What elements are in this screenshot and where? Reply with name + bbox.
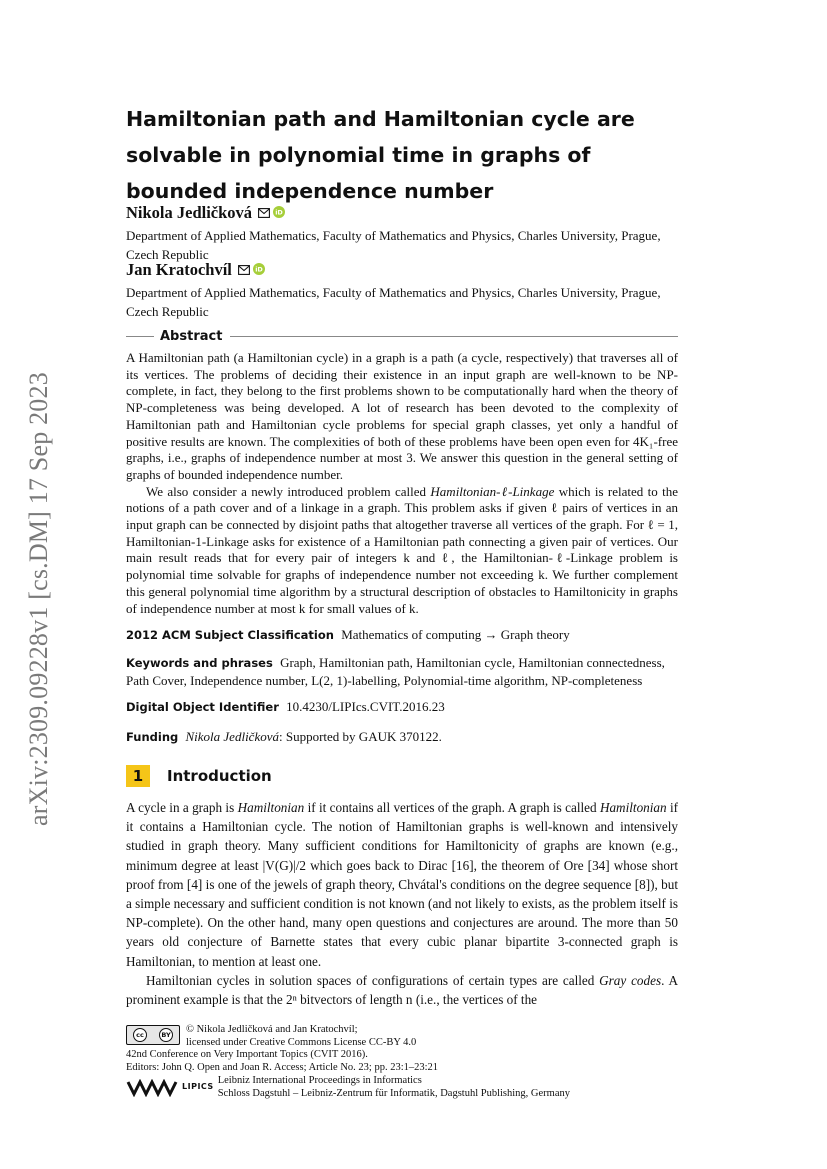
orcid-icon[interactable] xyxy=(253,259,265,281)
svg-text:iD: iD xyxy=(255,265,263,274)
section-number-badge: 1 xyxy=(126,765,150,787)
cc-icon: cc xyxy=(133,1028,147,1042)
author-affiliation: Department of Applied Mathematics, Faculty of Mathematics and Physics, Charles University, Prague, Czech Republic xyxy=(126,228,661,262)
abstract-heading xyxy=(126,327,678,345)
envelope-icon[interactable] xyxy=(238,259,250,281)
abstract-paragraph xyxy=(126,484,678,618)
publisher-line: Schloss Dagstuhl – Leibniz-Zentrum für Informatik, Dagstuhl Publishing, Germany xyxy=(217,1087,570,1099)
meta-label: 2012 ACM Subject Classification xyxy=(126,628,334,642)
abstract-paragraph: A Hamiltonian path (a Hamiltonian cycle) in a graph is a path (a cycle, respectively) that traverses all of its vertices. The problems of deciding their existence in an input graph are well-known to be NP-complete, in fact, they belong to the first problems shown to be computationally hard when the theory of NP-completeness was being developed. A lot of research has been devoted to the complexity of Hamiltonian path and Hamiltonian cycle problems for special graph classes, yet only a handful of positive results are known. The complexities of both of these problems have been open even for 4K₁-free graphs, i.e., graphs of independence number at most 3. We answer this question in the general setting of graphs of bounded independence number. xyxy=(126,350,678,482)
author-name: Jan Kratochvíl xyxy=(126,260,232,279)
envelope-icon[interactable] xyxy=(258,202,270,224)
copyright-line: © Nikola Jedličková and Jan Kratochvíl; xyxy=(186,1024,358,1035)
author-name-line xyxy=(126,259,686,281)
text-run: if it contains a Hamiltonian cycle. The notion of Hamiltonian graphs is well-known and intensively studied in graph theory. Many sufficient conditions for Hamiltonicity of graphs are known (e.g., minimum degree at least |V(G)|/2 which goes back to Dirac [16], the theorem of Ore [34] whose short proof from [4] is one of the jewels of graph theory, Chvátal's conditions on the degree sequence [8]), but a simple necessary and sufficient condition is not known (and not likely to exists, as the problem itself is NP-complete). On the other hand, many open questions and conjectures are around. The more than 50 years old conjecture of Barnette states that every cubic planar bipartite 3-connected graph is Hamiltonian, to mention at least one. xyxy=(126,800,679,969)
abstract xyxy=(126,350,678,617)
text-run: . A prominent example is that the 2ⁿ bitvectors of length n (i.e., the vertices of the xyxy=(126,972,678,1008)
svg-text:iD: iD xyxy=(275,208,283,217)
editors-line: Editors: John Q. Open and Joan R. Access; Article No. 23; pp. 23:1–23:21 xyxy=(126,1061,439,1073)
meta-value: : Supported by GAUK 370122. xyxy=(279,729,442,744)
introduction-body xyxy=(126,798,678,1009)
emphasis: Hamiltonian-ℓ-Linkage xyxy=(430,483,555,499)
meta-value: Graph, Hamiltonian path, Hamiltonian cycle, Hamiltonian connectedness, Path Cover, Independence number, L(2, 1)-labelling, Polynomial-time algorithm, NP-completeness xyxy=(126,655,665,688)
lipics-logo xyxy=(126,1079,214,1097)
divider xyxy=(126,336,154,337)
divider xyxy=(230,336,678,337)
emphasis: Hamiltonian xyxy=(599,800,667,815)
body-paragraph xyxy=(126,971,678,1009)
acm-classification xyxy=(126,626,682,644)
doi-link[interactable]: 10.4230/LIPIcs.CVIT.2016.23 xyxy=(286,699,445,714)
text-run: A cycle in a graph is xyxy=(126,800,238,815)
paper-title: Hamiltonian path and Hamiltonian cycle are solvable in polynomial time in graphs of bounded independence number xyxy=(126,107,635,203)
keywords xyxy=(126,654,682,689)
meta-value: Mathematics of computing → Graph theory xyxy=(341,627,570,642)
meta-label: Keywords and phrases xyxy=(126,656,273,670)
emphasis: Hamiltonian xyxy=(237,800,305,815)
emphasis: Gray codes xyxy=(599,972,662,988)
body-paragraph xyxy=(126,798,678,971)
author-affiliation: Department of Applied Mathematics, Faculty of Mathematics and Physics, Charles University, Prague, Czech Republic xyxy=(126,285,661,319)
meta-label: Funding xyxy=(126,730,179,744)
cc-by-badge xyxy=(126,1025,180,1045)
meta-label: Digital Object Identifier xyxy=(126,700,279,714)
author-name-line xyxy=(126,202,686,224)
by-icon: BY xyxy=(159,1028,173,1042)
author-block xyxy=(126,259,686,321)
series-line: Leibniz International Proceedings in Informatics xyxy=(217,1075,422,1086)
funding xyxy=(126,728,682,746)
text-run: if it contains all vertices of the graph. A graph is called xyxy=(304,800,600,815)
section-title: Introduction xyxy=(167,767,272,785)
abstract-label: Abstract xyxy=(160,328,223,344)
lipics-logo-icon xyxy=(126,1079,180,1097)
arxiv-identifier: arXiv:2309.09228v1 [cs.DM] 17 Sep 2023 xyxy=(24,372,53,826)
publisher-row xyxy=(126,1075,686,1100)
conference-line: 42nd Conference on Very Important Topics (CVIT 2016). xyxy=(126,1049,368,1060)
orcid-icon[interactable] xyxy=(273,202,285,224)
text-run: which is related to the notions of a path cover and of a linkage in a graph. This problem asks if given ℓ pairs of vertices in an input graph can be connected by disjoint paths that altogether traverse all vertices of the graph. For ℓ = 1, Hamiltonian-1-Linkage asks for existence of a Hamiltonian path connecting a given pair of vertices. Our main result reads that for every pair of integers k and ℓ, the Hamiltonian-ℓ-Linkage problem is polynomial time solvable for graphs of independence number not exceeding k. We further complement this general polynomial time algorithm by a structural description of obstacles to Hamiltonicity in graphs of independence number at most k for small values of k. xyxy=(126,483,678,616)
funding-name: Nikola Jedličková xyxy=(185,729,279,744)
section-heading xyxy=(126,764,272,788)
author-name: Nikola Jedličková xyxy=(126,203,253,222)
author-block xyxy=(126,202,686,264)
license-footer xyxy=(126,1024,686,1100)
license-line: licensed under Creative Commons License CC-BY 4.0 xyxy=(186,1036,417,1048)
doi xyxy=(126,698,682,716)
lipics-word: LIPICS xyxy=(182,1082,214,1092)
text-run: We also consider a newly introduced problem called xyxy=(146,483,431,499)
text-run: Hamiltonian cycles in solution spaces of configurations of certain types are called xyxy=(146,972,600,988)
